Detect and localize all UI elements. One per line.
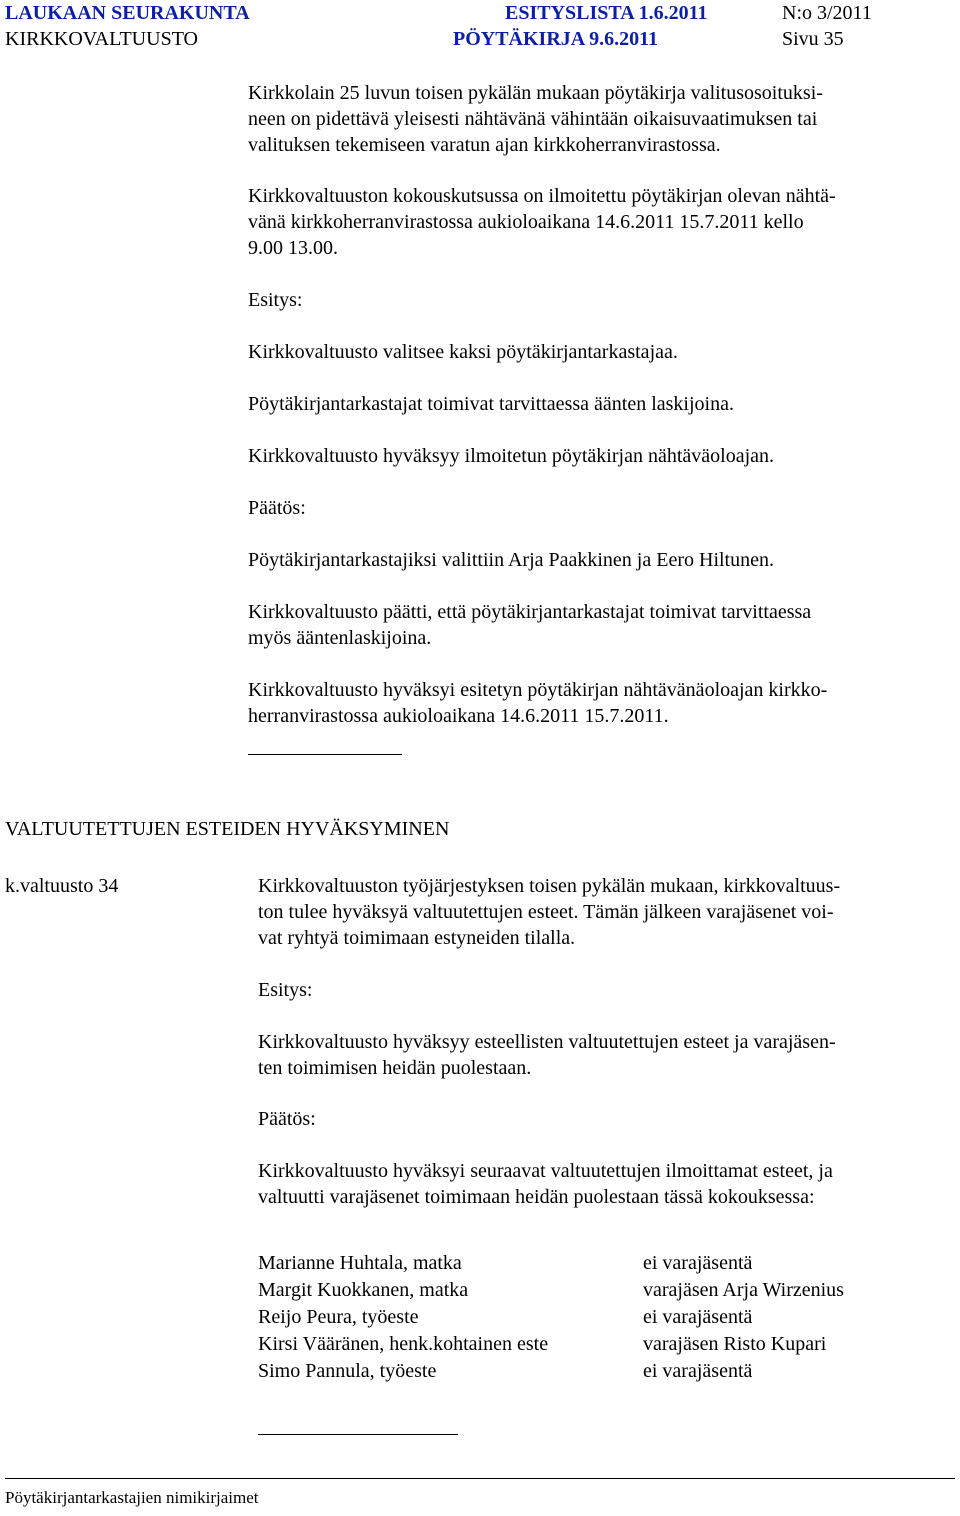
footer-initials-label: Pöytäkirjantarkastajien nimikirjaimet — [5, 1488, 259, 1507]
substitute: ei varajäsentä — [643, 1252, 753, 1274]
substitute: varajäsen Arja Wirzenius — [643, 1279, 844, 1301]
substitute: ei varajäsentä — [643, 1360, 753, 1382]
proposal-line: Kirkkovaltuusto hyväksyy ilmoitetun pöytäkirjan nähtäväoloajan. — [248, 445, 775, 467]
section-reference: k.valtuusto 34 — [5, 875, 119, 897]
paragraph-line: Kirkkovaltuuston työjärjestyksen toisen pykälän mukaan, kirkkovaltuus- — [258, 875, 841, 897]
section-title: VALTUUTETTUJEN ESTEIDEN HYVÄKSYMINEN — [5, 818, 450, 840]
member-name: Marianne Huhtala, matka — [258, 1252, 462, 1274]
paragraph-line: valituksen tekemiseen varatun ajan kirkkoherranvirastossa. — [248, 134, 721, 156]
decision-line: Kirkkovaltuusto hyväksyi seuraavat valtuutettujen ilmoittamat esteet, ja — [258, 1160, 833, 1182]
substitute: ei varajäsentä — [643, 1306, 753, 1328]
paragraph-line: Kirkkovaltuuston kokouskutsussa on ilmoitettu pöytäkirjan olevan nähtä- — [248, 185, 836, 207]
page-number: Sivu 35 — [782, 28, 844, 50]
proposal-line: Pöytäkirjantarkastajat toimivat tarvittaessa äänten laskijoina. — [248, 393, 734, 415]
council-name: KIRKKOVALTUUSTO — [5, 28, 198, 50]
footer-rule — [5, 1478, 955, 1479]
document-number: N:o 3/2011 — [782, 2, 872, 24]
section-divider — [248, 754, 402, 755]
section-divider — [258, 1434, 458, 1435]
member-name: Kirsi Vääränen, henk.kohtainen este — [258, 1333, 549, 1355]
organization-name: LAUKAAN SEURAKUNTA — [5, 2, 250, 24]
proposal-line: ten toimimisen heidän puolestaan. — [258, 1057, 532, 1079]
decision-line: Kirkkovaltuusto hyväksyi esitetyn pöytäkirjan nähtävänäoloajan kirkko- — [248, 679, 828, 701]
member-name: Margit Kuokkanen, matka — [258, 1279, 469, 1301]
decision-label: Päätös: — [258, 1108, 316, 1130]
decision-label: Päätös: — [248, 497, 306, 519]
agenda-date: ESITYSLISTA 1.6.2011 — [505, 2, 708, 24]
proposal-line: Kirkkovaltuusto valitsee kaksi pöytäkirjantarkastajaa. — [248, 341, 678, 363]
paragraph-line: Kirkkolain 25 luvun toisen pykälän mukaan pöytäkirja valitusosoituksi- — [248, 82, 823, 104]
paragraph-line: vänä kirkkoherranvirastossa aukioloaikana 14.6.2011 15.7.2011 kello — [248, 211, 804, 233]
paragraph-line: vat ryhtyä toimimaan estyneiden tilalla. — [258, 927, 576, 949]
paragraph-line: 9.00 13.00. — [248, 237, 338, 259]
decision-line: herranvirastossa aukioloaikana 14.6.2011 15.7.2011. — [248, 705, 669, 727]
decision-line: valtuutti varajäsenet toimimaan heidän puolestaan tässä kokouksessa: — [258, 1186, 815, 1208]
paragraph-line: neen on pidettävä yleisesti nähtävänä vähintään oikaisuvaatimuksen tai — [248, 108, 818, 130]
decision-line: Kirkkovaltuusto päätti, että pöytäkirjantarkastajat toimivat tarvittaessa — [248, 601, 812, 623]
paragraph-line: ton tulee hyväksyä valtuutettujen esteet. Tämän jälkeen varajäsenet voi- — [258, 901, 834, 923]
decision-line: myös ääntenlaskijoina. — [248, 627, 432, 649]
substitute: varajäsen Risto Kupari — [643, 1333, 827, 1355]
minutes-date: PÖYTÄKIRJA 9.6.2011 — [453, 28, 659, 50]
proposal-label: Esitys: — [258, 979, 313, 1001]
proposal-line: Kirkkovaltuusto hyväksyy esteellisten valtuutettujen esteet ja varajäsen- — [258, 1031, 836, 1053]
decision-line: Pöytäkirjantarkastajiksi valittiin Arja Paakkinen ja Eero Hiltunen. — [248, 549, 774, 571]
proposal-label: Esitys: — [248, 289, 303, 311]
member-name: Simo Pannula, työeste — [258, 1360, 437, 1382]
member-name: Reijo Peura, työeste — [258, 1306, 419, 1328]
